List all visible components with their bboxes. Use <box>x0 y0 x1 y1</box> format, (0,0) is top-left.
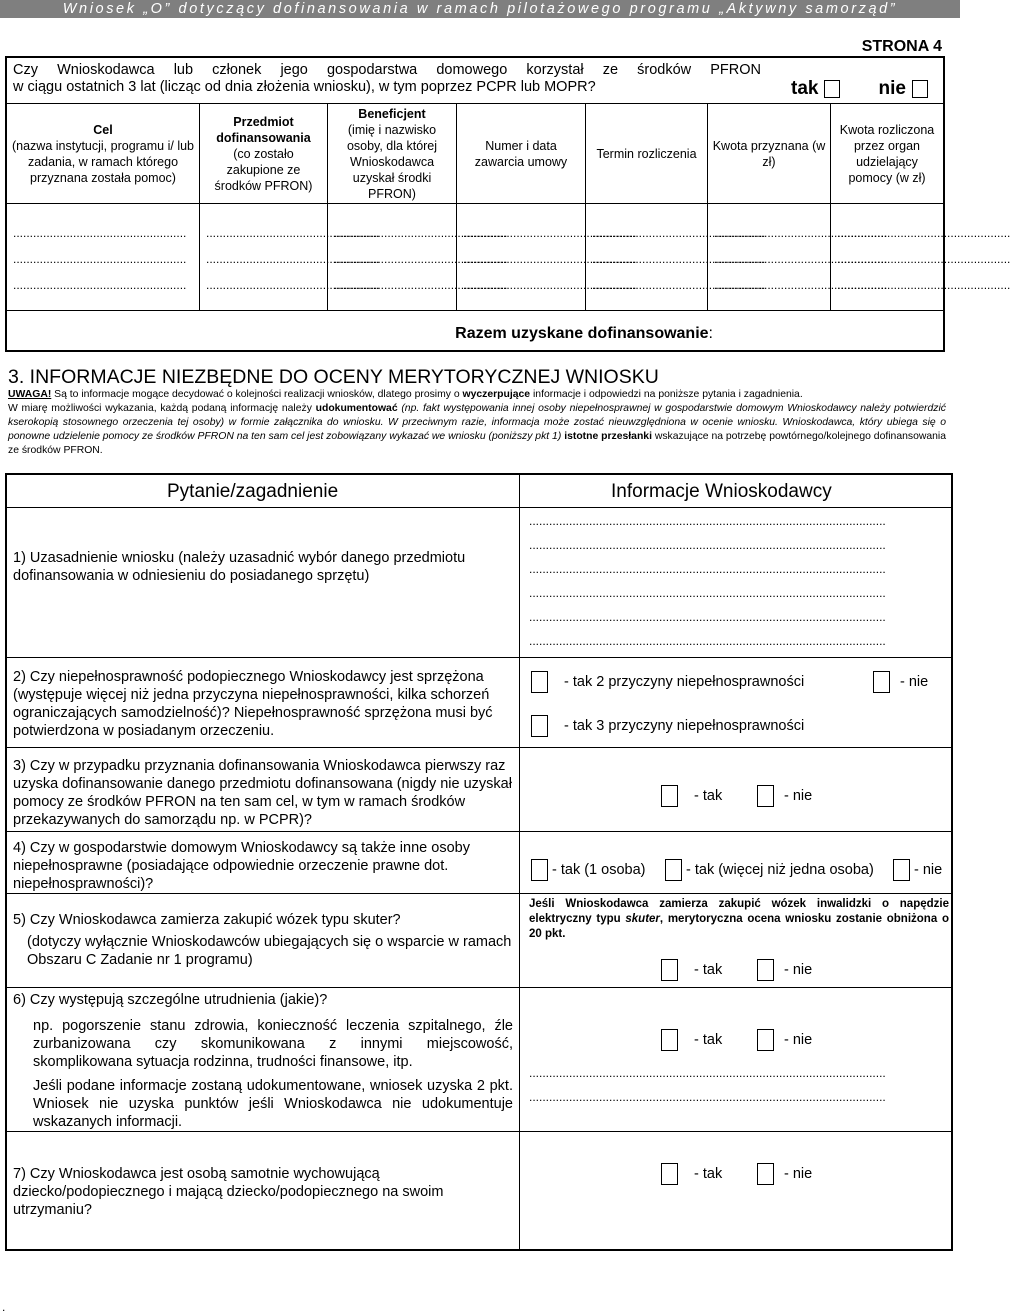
prior-funding-table <box>5 56 1010 352</box>
column-divider <box>519 475 520 1249</box>
tak-checkbox[interactable] <box>824 80 840 98</box>
question-2: 2) Czy niepełnosprawność podopiecznego Wnioskodawcy jest sprzężona (występuje więcej niż jedna przyczyna niepełnosprawności, kilka schorzeń ograniczających samodzielność)? Niepełnosprawność sprzężona musi być potwierdzona w posiadanym orzeczeniu. <box>13 669 493 739</box>
answer-6-field[interactable]: ........................................................................................................... ........................................................................................................... <box>529 1066 886 1104</box>
col-header-przedmiot: Przedmiot dofinansowania (co zostało zakupione ze środków PFRON) <box>200 104 328 203</box>
entry-kwota-rozliczona[interactable]: .................................................... .................................................... .................................................... <box>837 226 1010 292</box>
row-divider <box>7 987 951 988</box>
question-6: 6) Czy występują szczególne utrudnienia (jakie)? np. pogorszenie stanu zdrowia, konieczność leczenia szpitalnego, źle zurbanizowana czy skomunikowana z innymi miejscowość, skomplikowana sytuacja rodzinna, trudności finansowe, itp. Jeśli podane informacje zostaną udokumentowane, wniosek uzyska 2 pkt. Wniosek nie uzyska punktów jeśli Wnioskodawca nie udokumentuje wskazanych informacji. <box>13 992 513 1130</box>
checkbox[interactable] <box>531 671 548 693</box>
funding-total-row <box>7 310 943 350</box>
answer-3-nie[interactable]: - nie <box>757 785 812 807</box>
entry-cel[interactable]: .................................................... .................................................... .................................................... <box>7 204 200 310</box>
merit-questions-table <box>5 473 953 1251</box>
entry-beneficjent[interactable]: .................................................... .................................................... .................................................... <box>328 204 457 310</box>
row-divider <box>7 657 951 658</box>
answer-7-tak[interactable]: - tak <box>661 1163 722 1185</box>
answer-2-option-2[interactable]: - tak 2 przyczyny niepełnosprawności <box>531 671 804 693</box>
prior-funding-question-row <box>7 58 943 104</box>
answer-3-tak[interactable]: - tak <box>661 785 722 807</box>
checkbox[interactable] <box>757 959 774 981</box>
checkbox[interactable] <box>661 1163 678 1185</box>
answer-7-nie[interactable]: - nie <box>757 1163 812 1185</box>
checkbox[interactable] <box>531 859 548 881</box>
answer-6-tak[interactable]: - tak <box>661 1029 722 1051</box>
row-divider <box>7 893 951 894</box>
checkbox[interactable] <box>661 959 678 981</box>
answer-4-tak-more[interactable]: - tak (więcej niż jedna osoba) <box>665 859 874 881</box>
checkbox[interactable] <box>531 715 548 737</box>
header-informacje: Informacje Wnioskodawcy <box>611 481 832 502</box>
header-pytanie: Pytanie/zagadnienie <box>167 481 339 502</box>
col-header-cel: Cel (nazwa instytucji, programu i/ lub zadania, w ramach którego przyznana została pomoc) <box>7 104 200 203</box>
question-5: 5) Czy Wnioskodawca zamierza zakupić wózek typu skuter? (dotyczy wyłącznie Wnioskodawców ubiegających się o wsparcie w ramach Obszaru C Zadanie nr 1 programu) <box>13 912 512 968</box>
answer-1-field[interactable]: ........................................................................................................... ........................................................................................................... ........................................................................................................... ........................................................................................................... ........................................................................................................... ........................................................................................................... <box>529 514 886 648</box>
answer-4-nie[interactable]: - nie <box>893 859 942 881</box>
page-number: STRONA 4 <box>861 38 942 55</box>
prior-funding-question-line1: Czy Wnioskodawca lub członek jego gospodarstwa domowego korzystał ze środków PFRON <box>13 62 761 78</box>
question-7: 7) Czy Wnioskodawca jest osobą samotnie wychowującą dziecko/podopiecznego i mającą dziecko/podopiecznego na swoim utrzymaniu? <box>13 1166 444 1218</box>
col-header-beneficjent: Beneficjent (imię i nazwisko osoby, dla której Wnioskodawca uzyskał środki PFRON) <box>328 104 457 203</box>
funding-total-label: Razem uzyskane dofinansowanie: <box>455 325 713 342</box>
entry-kwota-przyznana[interactable]: .................................................... .................................................... .................................................... <box>708 204 831 310</box>
answer-4-tak-1[interactable]: - tak (1 osoba) <box>531 859 646 881</box>
col-header-kwota-przyznana: Kwota przyznana (w zł) <box>708 104 831 203</box>
document-header-title: Wniosek „O” dotyczący dofinansowania w ramach pilotażowego programu „Aktywny samorząd” <box>62 1 898 17</box>
question-3: 3) Czy w przypadku przyznania dofinansowania Wnioskodawca pierwszy raz uzyska dofinansowanie danego przedmiotu dofinansowana (nigdy nie uzyskał pomocy ze środków PFRON na ten sam cel, w tym w ramach środków przekazywanych do samorządu np. w PCPR)? <box>13 758 512 828</box>
row-divider <box>7 831 951 832</box>
funding-table-header <box>7 104 943 204</box>
checkbox[interactable] <box>661 1029 678 1051</box>
header-band <box>0 0 960 18</box>
answer-6-nie[interactable]: - nie <box>757 1029 812 1051</box>
funding-table-entry-row[interactable] <box>7 204 1010 310</box>
checkbox[interactable] <box>757 1029 774 1051</box>
answer-5-note: Jeśli Wnioskodawca zamierza zakupić wózek inwalidzki o napędzie elektryczny typu skuter, merytoryczna ocena wniosku zostanie obniżona o 20 pkt. <box>529 898 949 940</box>
checkbox[interactable] <box>757 1163 774 1185</box>
footer-dot: . <box>2 1300 6 1314</box>
prior-funding-question-line2: w ciągu ostatnich 3 lat (licząc od dnia złożenia wniosku), w tym poprzez PCPR lub MOPR? <box>13 79 596 95</box>
entry-termin[interactable]: .................................................... .................................................... .................................................... <box>586 204 708 310</box>
checkbox[interactable] <box>661 785 678 807</box>
entry-przedmiot[interactable]: .................................................... .................................................... .................................................... <box>200 204 328 310</box>
prior-funding-answer <box>791 78 928 100</box>
nie-label: nie <box>878 78 906 99</box>
question-4: 4) Czy w gospodarstwie domowym Wnioskodawcy są także inne osoby niepełnosprawne (posiadające odpowiednie orzeczenie prawne dot. niepełnosprawności)? <box>13 840 470 892</box>
checkbox[interactable] <box>893 859 910 881</box>
tak-label: tak <box>791 78 819 99</box>
row-divider <box>7 747 951 748</box>
row-divider <box>7 1131 951 1132</box>
col-header-termin: Termin rozliczenia <box>586 104 708 203</box>
answer-5-nie[interactable]: - nie <box>757 959 812 981</box>
answer-2-option-3[interactable]: - tak 3 przyczyny niepełnosprawności <box>531 715 804 737</box>
checkbox[interactable] <box>665 859 682 881</box>
nie-checkbox[interactable] <box>912 80 928 98</box>
row-divider <box>7 507 951 508</box>
col-header-numer-umowy: Numer i data zawarcia umowy <box>457 104 586 203</box>
answer-2-nie[interactable]: - nie <box>873 671 928 693</box>
col-header-kwota-rozliczona: Kwota rozliczona przez organ udzielający pomocy (w zł) <box>839 122 935 185</box>
section-3-notes: UWAGA! Są to informacje mogące decydować o kolejności realizacji wniosków, dlatego prosimy o wyczerpujące informacje i odpowiedzi na poniższe pytania i zagadnienia. W miarę możliwości wykazania, każdą podaną informację należy udokumentować (np. fakt występowania innej osoby niepełnosprawnej w gospodarstwie domowym Wnioskodawcy należy potwierdzić kserokopią stosownego orzeczenia tej osoby) w formie załącznika do wniosku. W przeciwnym razie, informacja może zostać nieuwzględniona w ocenie wniosku. Wnioskodawca, który ubiega się o ponowne udzielenie pomocy ze środków PFRON na ten sam cel jest zobowiązany wykazać we wniosku (poniższy pkt 1) istotne przesłanki wskazujące na potrzebę powtórnego/kolejnego dofinansowania ze środków PFRON. <box>8 389 946 456</box>
checkbox[interactable] <box>757 785 774 807</box>
section-3-title: 3. INFORMACJE NIEZBĘDNE DO OCENY MERYTORYCZNEJ WNIOSKU <box>8 366 659 388</box>
question-1: 1) Uzasadnienie wniosku (należy uzasadnić wybór danego przedmiotu dofinansowania w odniesieniu do posiadanego sprzętu) <box>13 550 466 584</box>
checkbox[interactable] <box>873 671 890 693</box>
entry-numer-umowy[interactable]: .................................................... .................................................... .................................................... <box>457 204 586 310</box>
answer-5-tak[interactable]: - tak <box>661 959 722 981</box>
